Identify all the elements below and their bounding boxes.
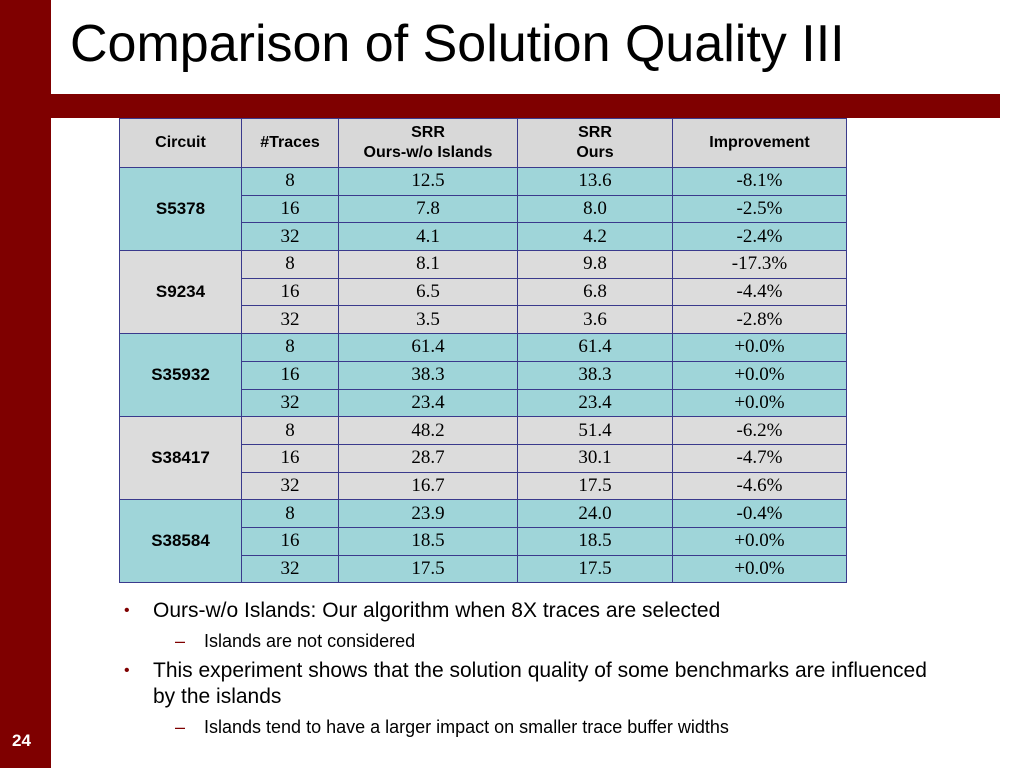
slide-title: Comparison of Solution Quality III [70, 15, 845, 73]
traces-cell: 32 [242, 389, 339, 417]
improvement-cell: -4.6% [673, 472, 847, 500]
improvement-cell: +0.0% [673, 555, 847, 583]
sub-bullet-text: Islands are not considered [204, 631, 416, 651]
srr-ours-cell: 18.5 [518, 527, 673, 555]
srr-ours-cell: 17.5 [518, 555, 673, 583]
circuit-cell: S35932 [120, 334, 242, 417]
circuit-cell: S38417 [120, 417, 242, 500]
header-traces: #Traces [242, 119, 339, 168]
improvement-cell: +0.0% [673, 389, 847, 417]
improvement-cell: +0.0% [673, 361, 847, 389]
srr-wo-cell: 23.4 [339, 389, 518, 417]
srr-wo-cell: 23.9 [339, 500, 518, 528]
sub-bullet-item [120, 630, 950, 652]
circuit-cell: S9234 [120, 251, 242, 334]
header-improvement: Improvement [673, 119, 847, 168]
traces-cell: 32 [242, 223, 339, 251]
improvement-cell: -2.8% [673, 306, 847, 334]
srr-ours-cell: 61.4 [518, 334, 673, 362]
header-srr-ours: SRR Ours [518, 119, 673, 168]
improvement-cell: -0.4% [673, 500, 847, 528]
srr-ours-cell: 51.4 [518, 417, 673, 445]
improvement-cell: -2.5% [673, 195, 847, 223]
traces-cell: 8 [242, 417, 339, 445]
traces-cell: 16 [242, 444, 339, 472]
srr-wo-cell: 4.1 [339, 223, 518, 251]
traces-cell: 16 [242, 527, 339, 555]
srr-ours-cell: 13.6 [518, 168, 673, 196]
circuit-cell: S5378 [120, 168, 242, 251]
title-divider-bar [51, 94, 1000, 118]
traces-cell: 8 [242, 334, 339, 362]
srr-ours-cell: 6.8 [518, 278, 673, 306]
traces-cell: 16 [242, 195, 339, 223]
traces-cell: 32 [242, 306, 339, 334]
improvement-cell: -4.4% [673, 278, 847, 306]
srr-wo-cell: 6.5 [339, 278, 518, 306]
bullet-list [120, 598, 950, 744]
bullet-marker: • [124, 602, 130, 619]
sub-bullet-marker: – [175, 717, 186, 737]
improvement-cell: -17.3% [673, 251, 847, 279]
srr-wo-cell: 12.5 [339, 168, 518, 196]
table-row [120, 251, 847, 279]
bullet-text: Ours-w/o Islands: Our algorithm when 8X traces are selected [153, 599, 721, 622]
sub-bullet-marker: – [175, 631, 186, 651]
results-table [119, 118, 847, 583]
srr-wo-cell: 61.4 [339, 334, 518, 362]
table-header-row [120, 119, 847, 168]
improvement-cell: +0.0% [673, 334, 847, 362]
srr-wo-cell: 16.7 [339, 472, 518, 500]
improvement-cell: -4.7% [673, 444, 847, 472]
traces-cell: 8 [242, 500, 339, 528]
srr-ours-cell: 9.8 [518, 251, 673, 279]
bullet-item [120, 598, 950, 624]
srr-ours-cell: 30.1 [518, 444, 673, 472]
srr-wo-cell: 3.5 [339, 306, 518, 334]
bullet-marker: • [124, 662, 130, 679]
traces-cell: 8 [242, 168, 339, 196]
traces-cell: 16 [242, 361, 339, 389]
srr-wo-cell: 28.7 [339, 444, 518, 472]
table-row [120, 500, 847, 528]
srr-ours-cell: 4.2 [518, 223, 673, 251]
page-number: 24 [12, 731, 31, 750]
srr-ours-cell: 3.6 [518, 306, 673, 334]
srr-ours-cell: 38.3 [518, 361, 673, 389]
bullet-text: This experiment shows that the solution quality of some benchmarks are influenced by the islands [153, 659, 927, 708]
srr-ours-cell: 8.0 [518, 195, 673, 223]
circuit-cell: S38584 [120, 500, 242, 583]
improvement-cell: -2.4% [673, 223, 847, 251]
srr-wo-cell: 18.5 [339, 527, 518, 555]
sub-bullet-text: Islands tend to have a larger impact on smaller trace buffer widths [204, 717, 729, 737]
traces-cell: 16 [242, 278, 339, 306]
srr-wo-cell: 8.1 [339, 251, 518, 279]
traces-cell: 32 [242, 555, 339, 583]
srr-wo-cell: 38.3 [339, 361, 518, 389]
improvement-cell: -8.1% [673, 168, 847, 196]
table-row [120, 334, 847, 362]
table-row [120, 417, 847, 445]
bullet-item [120, 658, 950, 710]
traces-cell: 32 [242, 472, 339, 500]
srr-ours-cell: 17.5 [518, 472, 673, 500]
header-srr-without-islands: SRR Ours-w/o Islands [339, 119, 518, 168]
traces-cell: 8 [242, 251, 339, 279]
srr-ours-cell: 24.0 [518, 500, 673, 528]
header-circuit: Circuit [120, 119, 242, 168]
srr-ours-cell: 23.4 [518, 389, 673, 417]
improvement-cell: +0.0% [673, 527, 847, 555]
srr-wo-cell: 7.8 [339, 195, 518, 223]
sub-bullet-item [120, 716, 950, 738]
improvement-cell: -6.2% [673, 417, 847, 445]
table-row [120, 168, 847, 196]
left-accent-bar [0, 0, 51, 768]
srr-wo-cell: 48.2 [339, 417, 518, 445]
srr-wo-cell: 17.5 [339, 555, 518, 583]
